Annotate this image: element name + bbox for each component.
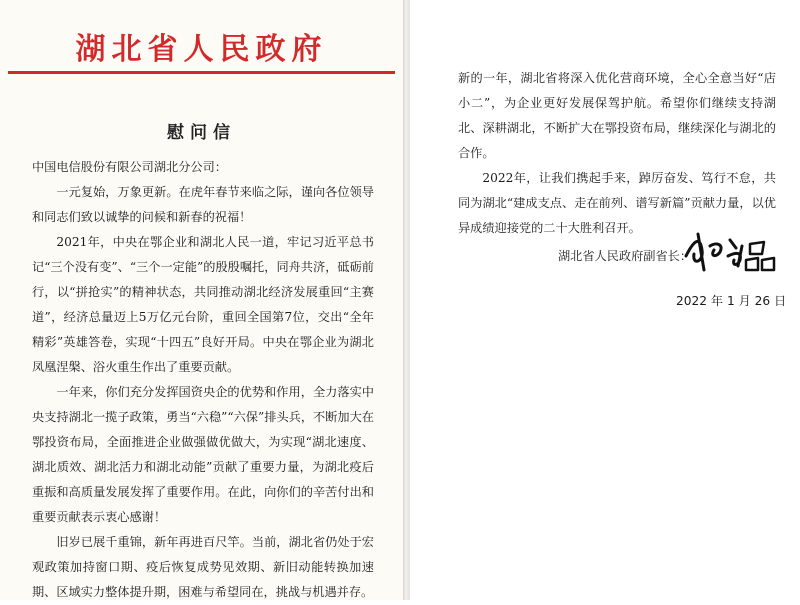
letterhead-red-rule	[8, 71, 395, 74]
salutation: 中国电信股份有限公司湖北分公司：	[32, 160, 227, 174]
letter-body	[32, 155, 374, 605]
body-paragraph-1: 一元复始，万象更新。在虎年春节来临之际，谨向各位领导和同志们致以诚挚的问候和新春的祝福！	[32, 185, 374, 224]
body-paragraph-4: 旧岁已展千重锦，新年再进百尺竿。当前，湖北省仍处于宏观政策加持窗口期、疫后恢复成势见效期、新旧动能转换加速期、区域实力整体提升期，困难与希望同在，挑战与机遇并存。	[32, 535, 374, 599]
letter-date: 2022 年 1 月 26 日	[676, 294, 787, 308]
page-gutter	[403, 0, 410, 600]
closing-paragraph: 2022年，让我们携起手来，踔厉奋发、笃行不怠，共同为湖北“建成支点、走在前列、谱写新篇”贡献力量，以优异成绩迎接党的二十大胜利召开。	[458, 171, 776, 235]
letter-continuation	[458, 66, 776, 241]
letter-title: 慰问信	[167, 123, 236, 143]
body-paragraph-2: 2021年，中央在鄂企业和湖北人民一道，牢记习近平总书记“三个没有变”、“三个一定能”的殷殷嘱托，同舟共济，砥砺前行，以“拼抢实”的精神状态，共同推动湖北经济发展重回“主赛道”，经济总量迈上5万亿元台阶，重回全国第7位，交出“全年精彩”英雄答卷，实现“十四五”良好开局。中央在鄂企业为湖北凤凰涅槃、浴火重生作出了重要贡献。	[32, 235, 374, 374]
signatory-title: 湖北省人民政府副省长：	[558, 249, 693, 263]
continuation-paragraph: 新的一年，湖北省将深入优化营商环境，全心全意当好“店小二”，为企业更好发展保驾护航。希望你们继续支持湖北、深耕湖北，不断扩大在鄂投资布局，继续深化与湖北的合作。	[458, 71, 776, 160]
body-paragraph-3: 一年来，你们充分发挥国资央企的优势和作用，全力落实中央支持湖北一揽子政策，勇当“六稳”“六保”排头兵，不断加大在鄂投资布局，全面推进企业做强做优做大，为实现“湖北速度、湖北质效、湖北活力和湖北动能”贡献了重要力量，为湖北疫后重振和高质量发展发挥了重要作用。在此，向你们的辛苦付出和重要贡献表示衷心感谢！	[32, 385, 374, 524]
right-letter-page	[410, 0, 800, 600]
left-letter-page	[0, 0, 403, 600]
letterhead-title: 湖北省人民政府	[75, 32, 328, 67]
handwritten-signature	[680, 226, 780, 276]
